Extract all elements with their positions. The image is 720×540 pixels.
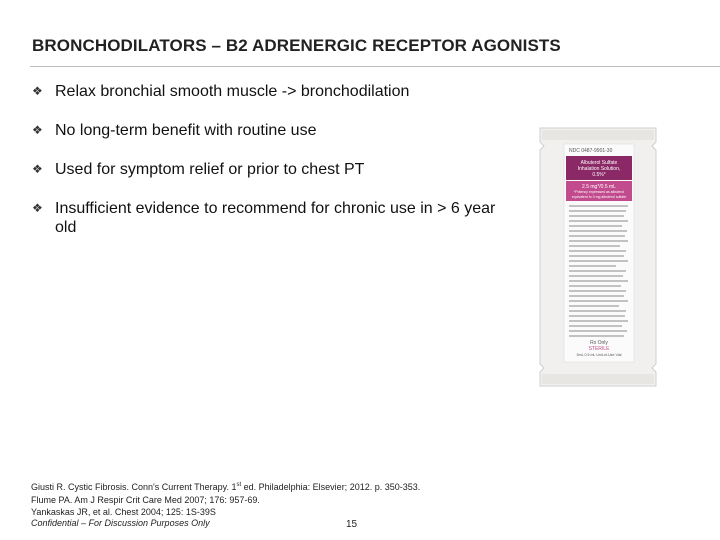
slide-title: BRONCHODILATORS – B2 ADRENERGIC RECEPTOR AGONISTS xyxy=(32,36,561,55)
vial-rx: Rx Only xyxy=(590,340,608,346)
bullet-icon: ❖ xyxy=(32,84,43,98)
vial-drug-line1: Albuterol Sulfate xyxy=(580,160,618,166)
vial-sterile: STERILE xyxy=(588,346,610,352)
page-number: 15 xyxy=(346,519,358,530)
vial-volume: 5mL 0.5 mL Unit-of-Use Vial xyxy=(576,353,622,357)
bullet-text: Relax bronchial smooth muscle -> bronchodilation xyxy=(55,83,410,100)
albuterol-vial-image xyxy=(536,126,660,388)
bullet-text: Insufficient evidence to recommend for chronic use in > 6 year old xyxy=(55,200,496,236)
bullet-item xyxy=(32,82,512,101)
bullet-list xyxy=(32,82,512,257)
bullet-icon: ❖ xyxy=(32,123,43,137)
vial-note2: equivalent to 3 mg albuterol sulfate xyxy=(571,195,627,199)
reference-2: Flume PA. Am J Respir Crit Care Med 2007; 176: 957-69. xyxy=(31,494,260,505)
reference-3: Yankaskas JR, et al. Chest 2004; 125: 1S-39S xyxy=(31,507,216,517)
bullet-text: Used for symptom relief or prior to chest PT xyxy=(55,161,365,178)
vial-drug-line3: 0.5%* xyxy=(592,172,606,178)
vial-note1: *Potency expressed as albuterol xyxy=(573,190,625,194)
bullet-item xyxy=(32,160,512,179)
vial-ndc: NDC 0487-9901-30 xyxy=(569,148,613,154)
bullet-icon: ❖ xyxy=(32,201,43,215)
vial-drug-line2: Inhalation Solution, xyxy=(577,166,621,172)
bullet-item xyxy=(32,199,512,237)
confidential-footer: Confidential – For Discussion Purposes Only xyxy=(31,518,210,528)
bullet-item xyxy=(32,121,512,140)
vial-dose: 2.5 mg*/0.5 mL xyxy=(582,184,616,190)
vial-fine-print xyxy=(569,206,628,336)
bullet-icon: ❖ xyxy=(32,162,43,176)
references xyxy=(31,479,420,519)
title-divider xyxy=(30,66,720,67)
reference-1: Giusti R. Cystic Fibrosis. Conn's Current Therapy. 1st ed. Philadelphia: Elsevier; 2012. p. 350-353. xyxy=(31,482,421,492)
bullet-text: No long-term benefit with routine use xyxy=(55,122,317,139)
